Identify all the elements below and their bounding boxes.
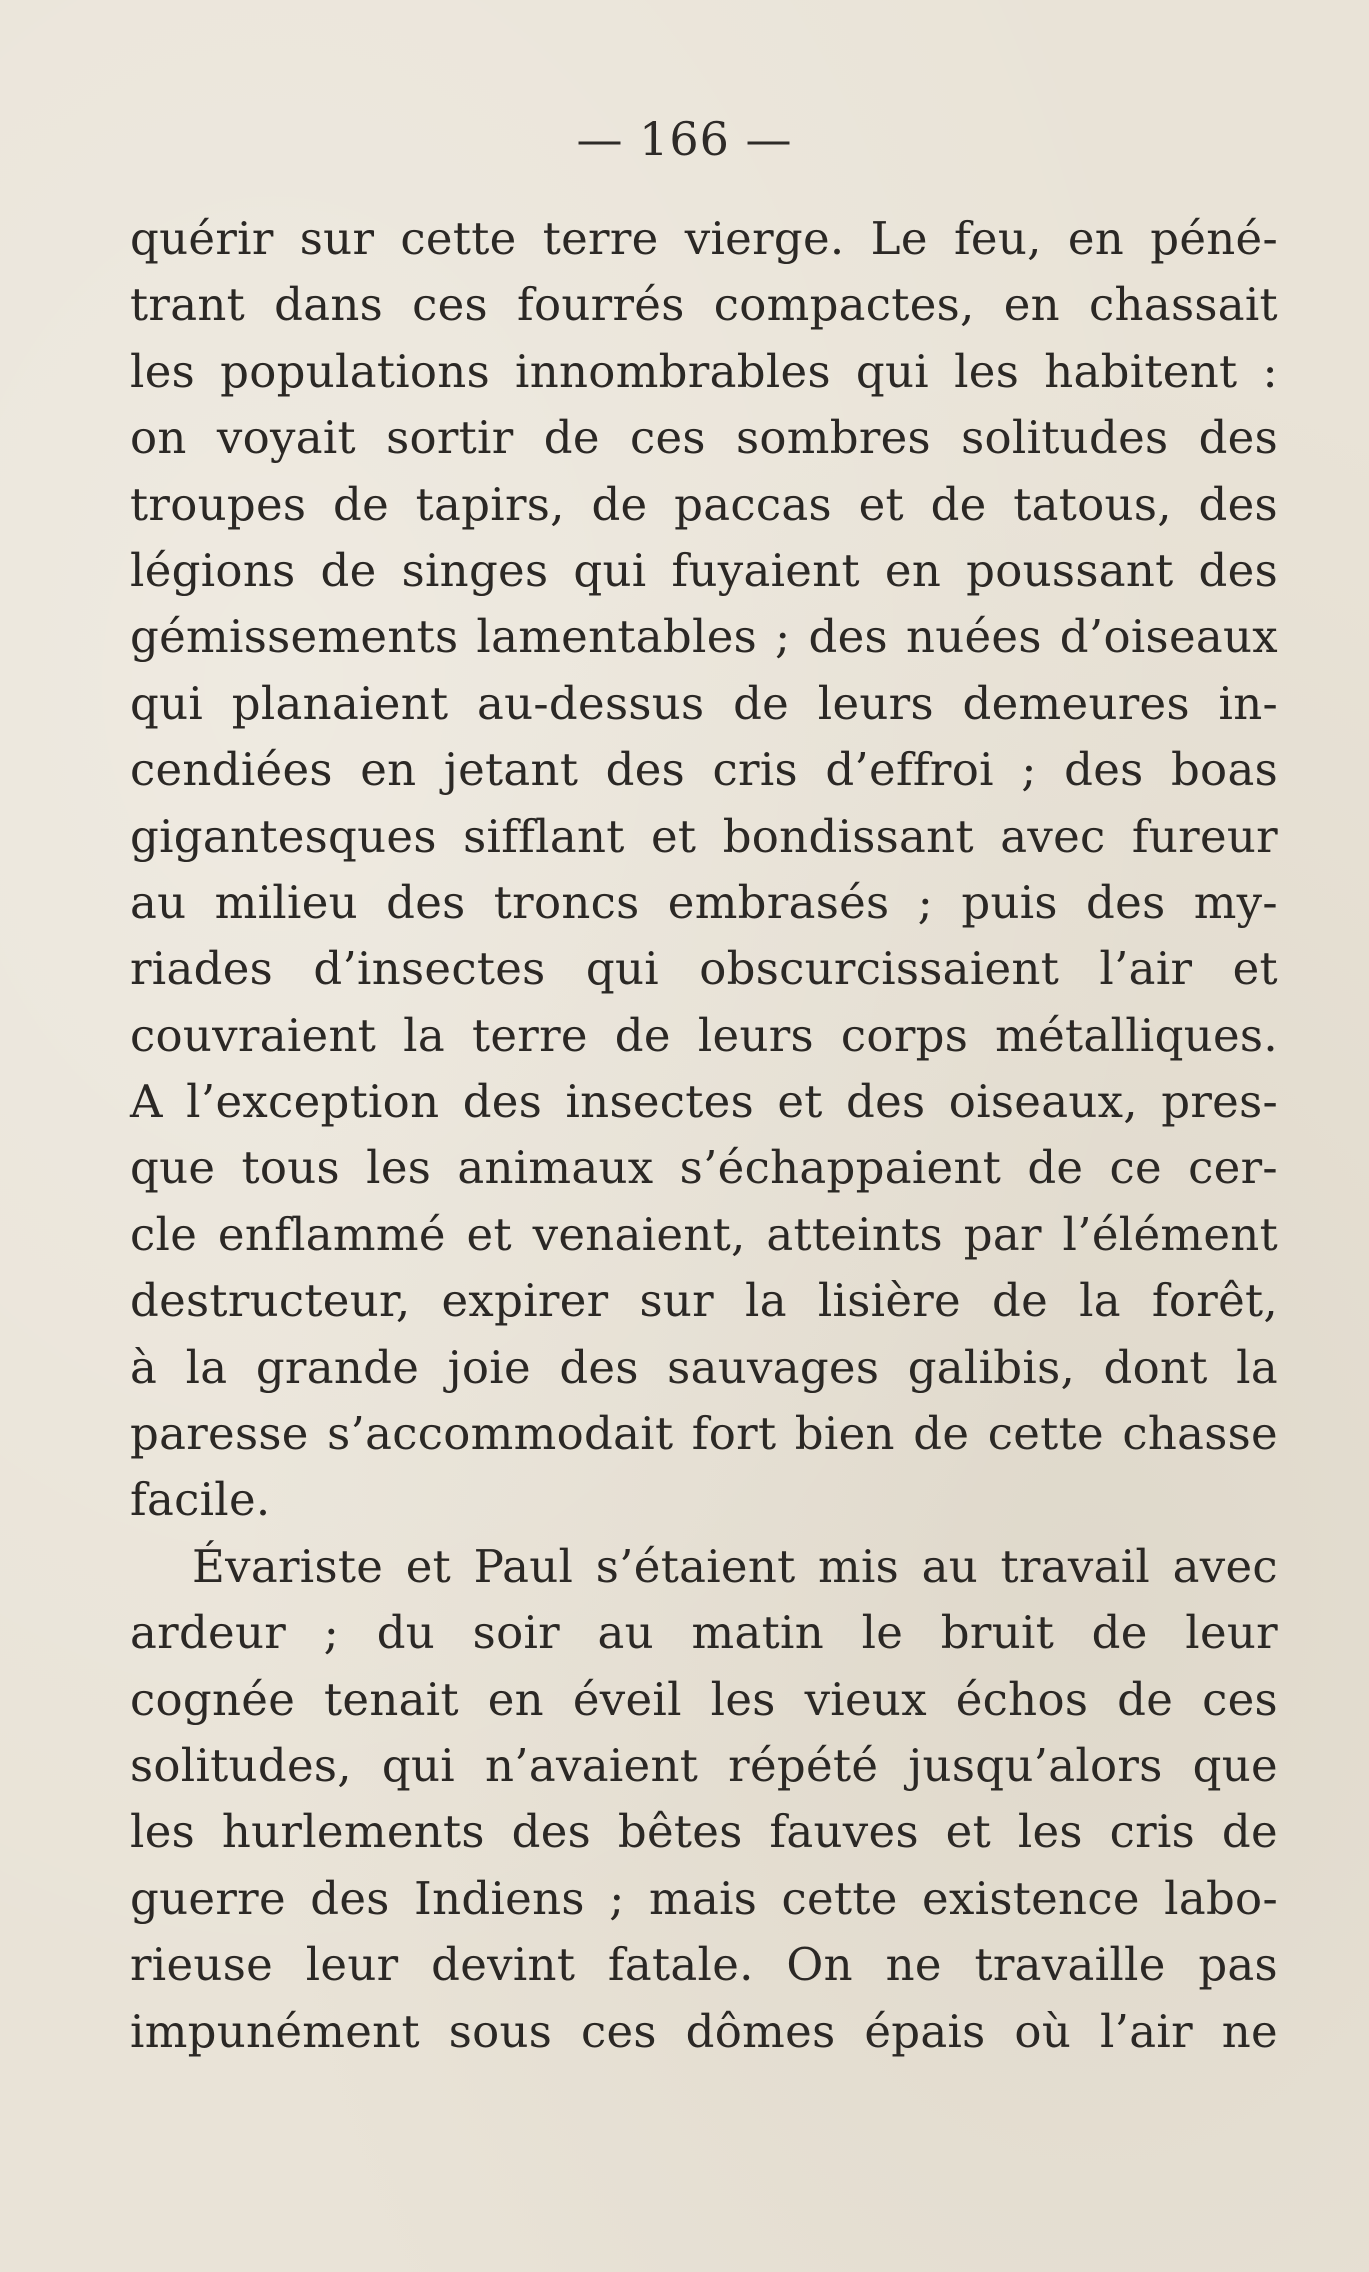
word: éveil xyxy=(572,1672,682,1726)
word: puis xyxy=(961,875,1058,929)
word: paresse xyxy=(130,1407,309,1461)
word: des xyxy=(386,875,466,929)
word: hurlements xyxy=(221,1805,485,1859)
word: fourrés xyxy=(517,278,685,332)
word: où xyxy=(1014,2004,1072,2058)
word: de xyxy=(1117,1672,1174,1726)
word: sifflant xyxy=(463,809,625,863)
word: leurs xyxy=(697,1008,814,1062)
word: s’accommodait xyxy=(327,1407,674,1461)
word: en xyxy=(1067,212,1125,265)
word: ces xyxy=(1202,1672,1278,1726)
word: qui xyxy=(381,1738,455,1792)
word: à xyxy=(130,1340,158,1394)
word: lamentables xyxy=(476,610,758,664)
word: s’échappaient xyxy=(679,1141,1002,1195)
word: des xyxy=(1198,477,1278,531)
word: trant xyxy=(130,278,245,332)
word: ce xyxy=(1109,1141,1162,1195)
word: tapirs, xyxy=(415,477,565,531)
text-line xyxy=(130,1401,1278,1467)
text-line xyxy=(130,538,1278,604)
word: fureur xyxy=(1131,809,1278,863)
text-line xyxy=(130,671,1278,737)
word: guerre xyxy=(130,1871,286,1925)
word: des xyxy=(1198,411,1278,465)
word: voyait xyxy=(216,411,356,465)
word: mais xyxy=(648,1871,758,1925)
word: impunément xyxy=(130,2004,420,2058)
word: travaille xyxy=(974,1938,1166,1992)
word: de xyxy=(1221,1805,1278,1859)
text-line xyxy=(130,405,1278,471)
text-line xyxy=(130,1667,1278,1733)
word: leurs xyxy=(817,676,934,730)
text-line xyxy=(130,1799,1278,1865)
word: la xyxy=(403,1008,445,1062)
word: ; xyxy=(1021,743,1037,797)
word: solitudes, xyxy=(130,1738,352,1792)
word: des xyxy=(310,1871,390,1925)
word: chasse xyxy=(1122,1407,1278,1461)
word: ces xyxy=(629,411,706,465)
word: sous xyxy=(448,2004,553,2058)
word: fuyaient xyxy=(671,543,860,597)
word: cognée xyxy=(130,1672,296,1726)
word: gémissements xyxy=(130,610,459,664)
word: et xyxy=(777,1075,823,1129)
word: terre xyxy=(471,1008,588,1062)
word: vierge. xyxy=(684,212,845,265)
word: de xyxy=(930,477,987,531)
word: milieu xyxy=(214,875,358,929)
word: cette xyxy=(400,212,517,265)
word: forêt, xyxy=(1151,1274,1278,1328)
word: feu, xyxy=(953,212,1042,265)
word: sur xyxy=(299,212,375,265)
word: par xyxy=(963,1207,1042,1261)
word: de xyxy=(1027,1141,1084,1195)
word: jetant xyxy=(443,743,579,797)
word: l’air xyxy=(1099,2004,1193,2058)
word: et xyxy=(650,809,697,863)
word: oiseaux, xyxy=(948,1075,1138,1129)
word: légions xyxy=(130,543,296,597)
word: et xyxy=(858,477,904,531)
word: ne xyxy=(885,1938,942,1992)
word: n’avaient xyxy=(485,1738,699,1792)
word: nuées xyxy=(905,610,1042,664)
word: des xyxy=(511,1805,592,1859)
text-line xyxy=(130,936,1278,1002)
text-line xyxy=(130,206,1278,272)
word: qui xyxy=(573,543,647,597)
word: au-dessus xyxy=(477,676,705,730)
word: des xyxy=(808,610,888,664)
word: les xyxy=(710,1672,776,1726)
word: sombres xyxy=(735,411,931,465)
text-line xyxy=(130,804,1278,870)
word: embrasés xyxy=(667,875,890,929)
word: leur xyxy=(1185,1606,1278,1660)
word: la xyxy=(185,1340,228,1394)
word: expirer xyxy=(441,1274,609,1328)
word: atteints xyxy=(766,1207,943,1261)
word: jusqu’alors xyxy=(908,1738,1163,1792)
word: péné- xyxy=(1150,212,1278,265)
word: quérir xyxy=(130,212,274,265)
word: de xyxy=(332,477,390,531)
word: ; xyxy=(775,610,791,664)
text-line xyxy=(130,1999,1278,2065)
word: venaient, xyxy=(532,1207,746,1261)
word: paccas xyxy=(674,477,832,531)
word: dont xyxy=(1103,1340,1208,1394)
word: fauves xyxy=(769,1805,919,1859)
word: d’effroi xyxy=(825,743,994,797)
word: des xyxy=(1064,743,1144,797)
word: poussant xyxy=(966,543,1174,597)
word: devint xyxy=(431,1938,576,1992)
word: pas xyxy=(1198,1938,1278,1992)
word: de xyxy=(1091,1606,1148,1660)
word: : xyxy=(1262,344,1278,398)
word: et xyxy=(1232,942,1278,996)
word: obscurcissaient xyxy=(699,942,1060,996)
word: en xyxy=(884,543,942,597)
text-line xyxy=(130,1866,1278,1932)
word: bien xyxy=(794,1407,895,1461)
word: ces xyxy=(412,278,488,332)
word: en xyxy=(487,1672,544,1726)
word: ardeur xyxy=(130,1606,287,1660)
text-line xyxy=(130,472,1278,538)
word: tous xyxy=(241,1141,340,1195)
word: labo- xyxy=(1164,1871,1278,1925)
word: s’étaient xyxy=(595,1539,796,1593)
word: rieuse xyxy=(130,1938,274,1992)
text-line xyxy=(130,1733,1278,1799)
word: leur xyxy=(305,1938,399,1992)
word: en xyxy=(1003,278,1060,332)
word: cle xyxy=(130,1207,198,1261)
text-line xyxy=(130,1202,1278,1268)
word: On xyxy=(786,1938,853,1992)
text-line xyxy=(130,1069,1278,1135)
word: que xyxy=(1192,1738,1278,1792)
word: animaux xyxy=(457,1141,654,1195)
word: des xyxy=(559,1340,639,1394)
word: avec xyxy=(1172,1539,1278,1593)
word: répété xyxy=(728,1738,879,1792)
word: cer- xyxy=(1188,1141,1278,1195)
word: de xyxy=(733,676,790,730)
word: que xyxy=(130,1141,216,1195)
word: bruit xyxy=(940,1606,1055,1660)
page-number: — 166 — xyxy=(576,112,793,166)
word: cris xyxy=(1109,1805,1196,1859)
text-line xyxy=(130,1932,1278,1998)
word: Évariste xyxy=(192,1539,384,1593)
text-line xyxy=(130,1003,1278,1069)
word: les xyxy=(130,1805,196,1859)
word: de xyxy=(543,411,600,465)
word: dans xyxy=(274,278,384,332)
word: lisière xyxy=(817,1274,961,1328)
word: joie xyxy=(447,1340,531,1394)
word: cette xyxy=(781,1871,898,1925)
word: ; xyxy=(609,1871,625,1925)
word: en xyxy=(360,743,417,797)
word: existence xyxy=(922,1871,1140,1925)
word: compactes, xyxy=(713,278,975,332)
word: enflammé xyxy=(217,1207,446,1261)
word: au xyxy=(597,1606,654,1660)
word: ne xyxy=(1221,2004,1278,2058)
word: pres- xyxy=(1161,1075,1278,1129)
text-line xyxy=(130,1135,1278,1201)
word: cris xyxy=(712,743,798,797)
word: grande xyxy=(255,1340,420,1394)
word: tenait xyxy=(324,1672,459,1726)
word: terre xyxy=(542,212,659,265)
word: troupes xyxy=(130,477,307,531)
word: les xyxy=(954,344,1020,398)
text-line xyxy=(130,1534,1278,1600)
word: bêtes xyxy=(617,1805,743,1859)
word: solitudes xyxy=(961,411,1169,465)
text-line xyxy=(130,604,1278,670)
word: métalliques. xyxy=(995,1008,1278,1062)
text-line xyxy=(130,272,1278,338)
word: travail xyxy=(1000,1539,1151,1593)
word: singes xyxy=(401,543,549,597)
word: du xyxy=(376,1606,436,1660)
word: des xyxy=(605,743,686,797)
word: destructeur, xyxy=(130,1274,411,1328)
word: d’insectes xyxy=(313,942,546,996)
word: cette xyxy=(987,1407,1104,1461)
text-line xyxy=(130,1335,1278,1401)
word: la xyxy=(745,1274,787,1328)
word: et xyxy=(945,1805,991,1859)
word: in- xyxy=(1218,676,1278,730)
word: vieux xyxy=(804,1672,927,1726)
word: fort xyxy=(691,1407,777,1461)
word: sur xyxy=(639,1274,714,1328)
word: au xyxy=(921,1539,979,1593)
word: facile. xyxy=(130,1473,271,1527)
word: sortir xyxy=(386,411,514,465)
word: qui xyxy=(855,344,930,398)
word: chassait xyxy=(1089,278,1278,332)
word: Le xyxy=(870,212,928,265)
word: sauvages xyxy=(667,1340,880,1394)
word: ces xyxy=(581,2004,657,2058)
word: des xyxy=(1086,875,1166,929)
word: la xyxy=(1236,1340,1278,1394)
word: qui xyxy=(585,942,659,996)
word: mis xyxy=(818,1539,900,1593)
word: au xyxy=(130,875,187,929)
word: my- xyxy=(1193,875,1278,929)
word: ; xyxy=(323,1606,340,1660)
text-line xyxy=(130,737,1278,803)
word: boas xyxy=(1170,743,1278,797)
word: l’exception xyxy=(186,1075,440,1129)
word: on xyxy=(130,411,187,465)
word: innombrables xyxy=(515,344,831,398)
word: qui xyxy=(130,676,204,730)
word: demeures xyxy=(962,676,1190,730)
word: avec xyxy=(1000,809,1106,863)
word: Indiens xyxy=(414,1871,585,1925)
word: l’air xyxy=(1099,942,1193,996)
word: riades xyxy=(130,942,274,996)
word: les xyxy=(130,344,196,398)
word: cendiées xyxy=(130,743,333,797)
word: galibis, xyxy=(907,1340,1076,1394)
word: troncs xyxy=(493,875,640,929)
text-line xyxy=(130,1268,1278,1334)
word: insectes xyxy=(565,1075,754,1129)
text-line xyxy=(130,1467,1278,1533)
word: les xyxy=(1017,1805,1083,1859)
text-line xyxy=(130,339,1278,405)
word: dômes xyxy=(685,2004,836,2058)
word: de xyxy=(591,477,648,531)
word: matin xyxy=(691,1606,825,1660)
word: des xyxy=(1198,543,1278,597)
word: épais xyxy=(864,2004,986,2058)
word: le xyxy=(861,1606,904,1660)
word: et xyxy=(466,1207,512,1261)
word: populations xyxy=(220,344,490,398)
word: fatale. xyxy=(607,1938,754,1992)
word: corps xyxy=(840,1008,969,1062)
word: tatous, xyxy=(1013,477,1172,531)
word: planaient xyxy=(231,676,449,730)
body-text xyxy=(130,206,1278,2065)
word: habitent xyxy=(1044,344,1238,398)
text-line xyxy=(130,1600,1278,1666)
word: couvraient xyxy=(130,1008,377,1062)
word: de xyxy=(320,543,377,597)
word: échos xyxy=(955,1672,1089,1726)
word: de xyxy=(913,1407,970,1461)
word: les xyxy=(366,1141,432,1195)
word: ; xyxy=(917,875,934,929)
word: gigantesques xyxy=(130,809,437,863)
word: d’oiseaux xyxy=(1059,610,1278,664)
word: et xyxy=(405,1539,452,1593)
word: A xyxy=(130,1075,163,1129)
word: de xyxy=(992,1274,1049,1328)
word: l’élément xyxy=(1062,1207,1278,1261)
word: bondissant xyxy=(722,809,974,863)
word: de xyxy=(614,1008,671,1062)
text-line xyxy=(130,870,1278,936)
word: soir xyxy=(472,1606,560,1660)
word: des xyxy=(846,1075,926,1129)
word: Paul xyxy=(473,1539,574,1593)
word: des xyxy=(462,1075,543,1129)
word: la xyxy=(1079,1274,1121,1328)
